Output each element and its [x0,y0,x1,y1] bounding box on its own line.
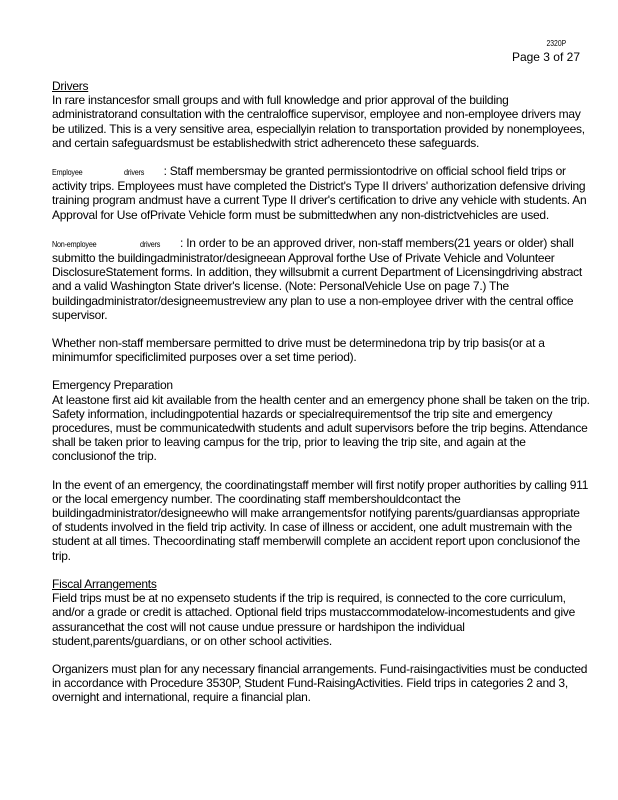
page-number: Page 3 of 27 [511,50,580,64]
employee-drivers-label: drivers [123,167,145,178]
emergency-section-2 [52,478,592,563]
fiscal-para-1: Field trips must be at no expenseto students if the trip is required, is connected to the core curriculum, and/or a grade or credit is attached. Optional field trips mustaccommodatelow-incomestudents and give assurancethat the cost will not cause undue pressure or hardshipon the individual student,parents/guardians, or on other school activities. [52,591,576,648]
emergency-heading: Emergency Preparation [52,378,173,393]
nonemployee-drivers-text: : In order to be an approved driver, non-staff members(21 years or older) shall submitto the buildingadministrator/designeean Approval forthe Use of Private Vehicle and Volunteer DisclosureStatement forms. In addition, they willsubmit a current Department of Licensingdriving abstract and a valid Washington State driver's license. (Note: PersonalVehicle Use on page 7.) The buildingadministrator/designeemustreview any plan to use a non-employee driver with the central office supervisor. [52,235,582,322]
drivers-intro: In rare instancesfor small groups and with full knowledge and prior approval of the building administratorand consultation with the centraloffice supervisor, employee and non-employee drivers may be utilized. This is a very sensitive area, especiallyin relation to transportation provided by nonemployees, and certain safeguardsmust be establishedwith strict adherenceto these safeguards. [52,93,585,150]
fiscal-section-2 [52,662,592,705]
trip-basis-paragraph [52,336,592,364]
document-body [52,79,592,719]
nonemployee-drivers-label: drivers [140,238,161,249]
nonemployee-drivers-paragraph [52,236,592,322]
nonemployee-label: Non-employee [52,238,97,249]
fiscal-heading: Fiscal Arrangements [52,576,157,591]
drivers-heading: Drivers [52,79,89,93]
fiscal-section [52,577,592,648]
trip-basis-text: Whether non-staff membersare permitted to drive must be determinedona trip by trip basis(or at a minimumfor specificlimited purposes over a set time period). [52,336,545,365]
drivers-section [52,79,592,150]
emergency-section [52,378,592,463]
emergency-para-1: At leastone first aid kit available from the health center and an emergency phone shall be taken on the trip. Safety information, includingpotential hazards or specialrequirementsof the trip site and emergency procedures, must be communicatedwith students and adult supervisors before the trip begins. Attendance shall be taken prior to leaving campus for the trip, prior to leaving the trip site, and again at the conclusionof the trip. [52,392,590,464]
fiscal-para-2: Organizers must plan for any necessary financial arrangements. Fund-raisingactivities must be conducted in accordance with Procedure 3530P, Student Fund-RaisingActivities. Field trips in categories 2 and 3, overnight and international, require a financial plan. [52,661,588,705]
employee-label: Employee [52,167,83,178]
document-number: 2320P [546,39,566,48]
employee-drivers-paragraph [52,164,592,222]
employee-drivers-text: : Staff membersmay be granted permissiontodrive on official school field trips or activity trips. Employees must have completed the District's Type II drivers' authorization defensive driving training program andmust have a current Type II driver's certification to drive any vehicle with students. An Approval for Use ofPrivate Vehicle form must be submittedwhen any non-districtvehicles are used. [52,164,587,222]
emergency-para-2: In the event of an emergency, the coordinatingstaff member will first notify proper authorities by calling 911 or the local emergency number. The coordinating staff membershouldcontact the buildingadministrator/designeewho will make arrangementsfor notifying parents/guardiansas appropriate of students involved in the field trip activity. In case of illness or accident, one adult mustremain with the student at all times. Thecoordinating staff memberwill complete an accident report upon conclusionof the trip. [52,477,589,563]
